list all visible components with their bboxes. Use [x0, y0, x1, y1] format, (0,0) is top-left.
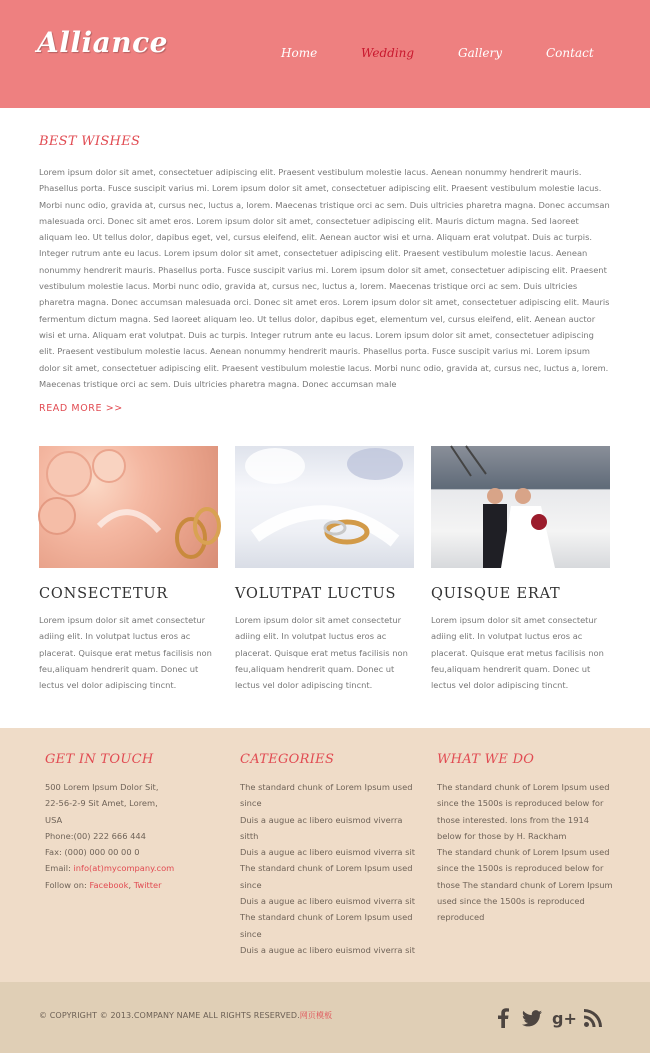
category-item[interactable]: The standard chunk of Lorem Ipsum used — [240, 912, 413, 923]
card-text: Lorem ipsum dolor sit amet consectetur adiing elit. In volutpat luctus eros ac placerat. Quisque erat metus facilisis non feu,aliquam hendrerit quam. Donec ut lectus vel dolor adipiscing tincnt. — [235, 615, 408, 691]
site-header — [0, 0, 650, 108]
intro-text: Lorem ipsum dolor sit amet, consectetuer adipiscing elit. Praesent vestibulum molestie lacus. Aenean nonummy hendrerit mauris. Phasellus porta. Fusce suscipit varius mi. Lorem ipsum dolor sit amet, consectetuer adipiscing elit. Praesent vestibulum molestie lacus. Morbi nunc odio, gravida at, cursus nec, luctus a, lorem. Maecenas tristique orci ac sem. Duis ultricies pharetra magna. Donec accumsan malesuada orci. Donec sit amet eros. Lorem ipsum dolor sit amet, consectetuer adipiscing elit. Mauris dictum magna. Sed laoreet aliquam leo. Ut tellus dolor, dapibus eget, vel, cursus eleifend, elit. Aenean auctor wisi et urna. Aliquam erat volutpat. Duis ac turpis. Integer rutrum ante eu lacus. Lorem ipsum dolor sit amet, consectetuer adipiscing elit. Praesent vestibulum molestie lacus. Aenean nonummy hendrerit mauris. Phasellus porta. Fusce suscipit varius mi. Lorem ipsum dolor sit amet, consectetuer adipiscing elit. Praesent vestibulum molestie lacus. Morbi nunc odio, gravida at, cursus nec, luctus a, lorem. Maecenas tristique orci ac sem. Duis ultricies pharetra magna. Donec accumsan malesuada orci. Donec sit amet eros. Lorem ipsum dolor sit amet, consectetuer adipiscing elit. Mauris fermentum dictum magna. Sed laoreet aliquam leo. Ut tellus dolor, dapibus eget, elementum vel, cursus eleifend, elit. Aenean auctor wisi et urna. Aliquam erat volutpat. Duis ac turpis. Integer rutrum ante eu lacus. Lorem ipsum dolor sit amet, consectetuer adipiscing elit. Praesent vestibulum molestie lacus. Aenean nonummy hendrerit mauris. Phasellus porta. Fusce suscipit varius mi. Lorem ipsum dolor sit amet, consectetuer adipiscing elit. Praesent vestibulum molestie lacus. Morbi nunc odio, gravida at, cursus nec, luctus a, lorem. Maecenas tristique orci ac sem. Duis ultricies pharetra magna. Donec accumsan male — [39, 167, 610, 389]
category-item[interactable]: since — [240, 879, 262, 890]
what-we-do-line: below for those by H. Rackham — [437, 830, 567, 841]
address-line: 500 Lorem Ipsum Dolor Sit, — [45, 782, 159, 792]
categories-column — [240, 752, 415, 958]
feature-card — [39, 446, 219, 691]
facebook-link[interactable]: Facebook — [89, 879, 129, 890]
footer-bar — [0, 982, 650, 1053]
nav-wedding[interactable]: Wedding — [361, 46, 415, 60]
contact-title: GET IN TOUCH — [45, 752, 154, 767]
address-country: USA — [45, 814, 63, 825]
category-item[interactable]: Duis a augue ac libero euismod viverra sit — [240, 847, 416, 858]
card-text: Lorem ipsum dolor sit amet consectetur adiing elit. In volutpat luctus eros ac placerat. Quisque erat metus facilisis non feu,aliquam hendrerit quam. Donec ut lectus vel dolor adipiscing tincnt. — [39, 615, 212, 691]
what-we-do-column — [437, 752, 615, 926]
read-more-link[interactable]: READ MORE >> — [39, 403, 123, 414]
fax-text: Fax: (000) 000 00 00 0 — [45, 847, 140, 858]
template-link[interactable]: 网页模板 — [299, 1011, 333, 1020]
what-we-do-line: used since the 1500s is reproduced — [437, 896, 585, 907]
follow-line — [45, 877, 225, 893]
rss-icon[interactable] — [582, 1006, 604, 1030]
contact-column — [45, 752, 225, 893]
category-item[interactable]: Duis a augue ac libero euismod viverra — [240, 814, 403, 825]
site-logo[interactable]: Alliance — [37, 26, 168, 59]
category-item[interactable]: The standard chunk of Lorem Ipsum used — [240, 782, 413, 792]
nav-home[interactable]: Home — [281, 46, 318, 60]
category-item[interactable]: The standard chunk of Lorem Ipsum used — [240, 863, 413, 874]
follow-label: Follow on: — [45, 879, 90, 890]
feature-card — [235, 446, 415, 691]
categories-title: CATEGORIES — [240, 752, 335, 767]
email-line — [45, 860, 225, 876]
twitter-icon[interactable] — [520, 1006, 544, 1030]
feature-card — [431, 446, 611, 691]
what-we-do-line: The standard chunk of Lorem Ipsum used — [437, 847, 610, 858]
what-we-do-line: The standard chunk of Lorem Ipsum used — [437, 782, 610, 792]
email-label: Email: — [45, 863, 74, 874]
what-we-do-title: WHAT WE DO — [437, 752, 535, 767]
what-we-do-line: since the 1500s is reproduced below for — [437, 798, 604, 809]
address-line: 22-56-2-9 Sit Amet, Lorem, — [45, 798, 158, 809]
wedding-couple-photo[interactable] — [431, 446, 610, 568]
facebook-icon[interactable] — [493, 1006, 513, 1030]
copyright-label: © COPYRIGHT © 2013.COMPANY NAME ALL RIGHTS RESERVED. — [39, 1011, 300, 1020]
copyright-text — [39, 1010, 332, 1021]
card-text: Lorem ipsum dolor sit amet consectetur adiing elit. In volutpat luctus eros ac placerat. Quisque erat metus facilisis non feu,aliquam hendrerit quam. Donec ut lectus vel dolor adipiscing tincnt. — [431, 615, 604, 691]
category-item[interactable]: Duis a augue ac libero euismod viverra sit — [240, 896, 416, 907]
nav-gallery[interactable]: Gallery — [458, 46, 503, 60]
what-we-do-line: those The standard chunk of Lorem Ipsum — [437, 879, 613, 890]
intro-title: BEST WISHES — [39, 134, 141, 149]
link-separator: , — [128, 879, 134, 890]
card-title: CONSECTETUR — [39, 586, 169, 602]
main-nav — [0, 46, 650, 62]
roses-rings-photo[interactable] — [39, 446, 218, 568]
what-we-do-line: reproduced — [437, 912, 485, 923]
what-we-do-line: those interested. lons from the 1914 — [437, 814, 590, 825]
category-item[interactable]: since — [240, 928, 262, 939]
card-title: VOLUTPAT LUCTUS — [235, 586, 397, 602]
email-link[interactable]: info(at)mycompany.com — [73, 863, 175, 874]
card-title: QUISQUE ERAT — [431, 586, 561, 602]
wedding-rings-photo[interactable] — [235, 446, 414, 568]
footer-columns — [0, 728, 650, 982]
category-item[interactable]: Duis a augue ac libero euismod viverra sit — [240, 944, 416, 955]
category-item[interactable]: since — [240, 798, 262, 809]
what-we-do-line: since the 1500s is reproduced below for — [437, 863, 604, 874]
svg-text:g+: g+ — [552, 1009, 577, 1028]
google-plus-icon[interactable] — [551, 1006, 575, 1030]
twitter-link[interactable]: Twitter — [133, 879, 162, 890]
category-item[interactable]: sitth — [240, 830, 259, 841]
phone-text: Phone:(00) 222 666 444 — [45, 830, 146, 841]
nav-contact[interactable]: Contact — [546, 46, 594, 60]
